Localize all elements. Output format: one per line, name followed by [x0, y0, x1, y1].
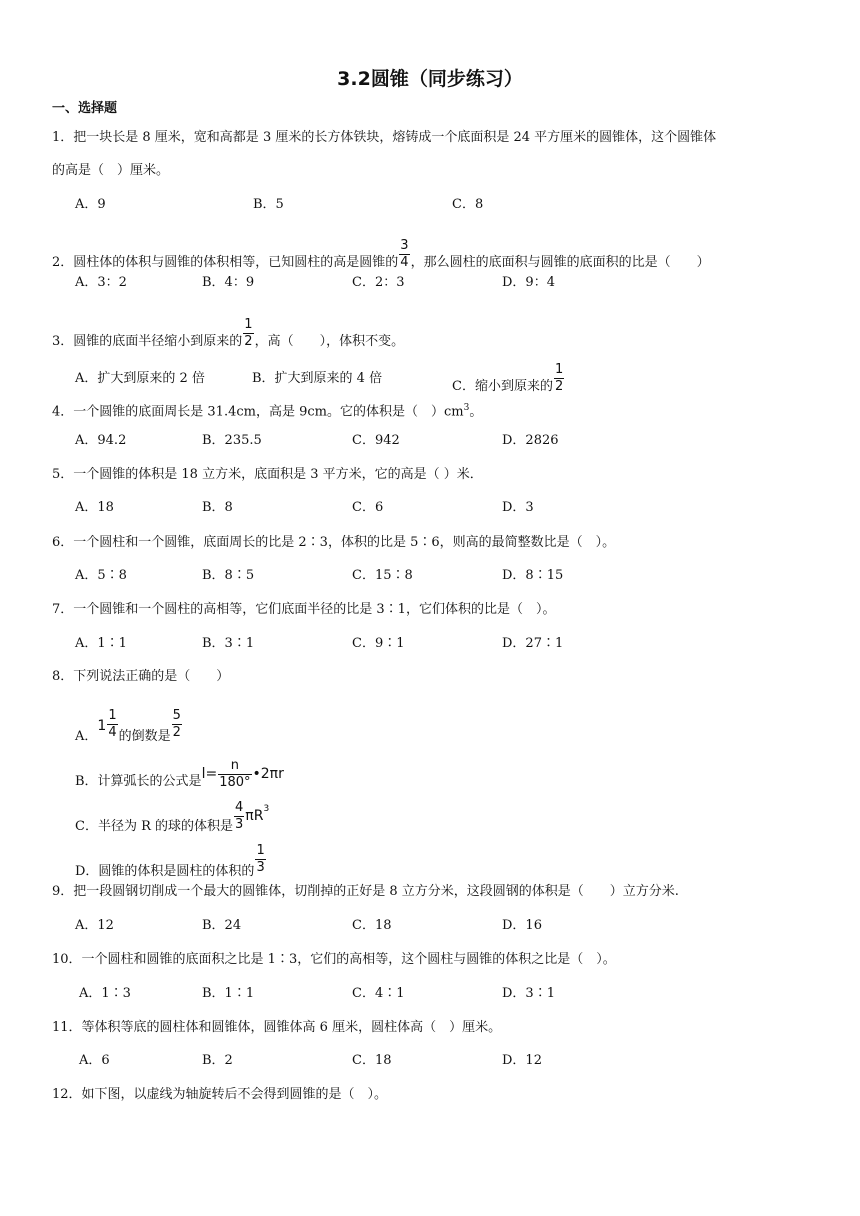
question-2-text — [52, 238, 710, 278]
question-9-option-a[interactable]: A．12 — [75, 918, 114, 933]
question-6-option-a[interactable]: A．5∶8 — [75, 568, 127, 583]
arc-formula-fraction — [218, 759, 251, 790]
question-8-option-c-label: C．半径为 R 的球的体积是 — [75, 819, 233, 834]
fraction-denominator: 2 — [554, 379, 564, 394]
fraction-denominator: 4 — [108, 725, 117, 740]
question-11-option-b[interactable]: B．2 — [202, 1053, 233, 1068]
fraction-denominator: 2 — [172, 725, 181, 740]
fraction-denominator: 4 — [400, 255, 409, 270]
question-4-text-end: 。 — [469, 404, 483, 420]
question-3-option-c-text: C．缩小到原来的 — [452, 379, 553, 394]
question-2-option-c[interactable]: C．2：3 — [352, 275, 405, 290]
fraction-denominator: 3 — [235, 817, 244, 832]
question-5-option-b[interactable]: B．8 — [202, 500, 233, 515]
question-2-option-a[interactable]: A．3：2 — [75, 275, 127, 290]
question-4-option-b[interactable]: B．235.5 — [202, 433, 262, 448]
question-1-option-a[interactable]: A．9 — [75, 197, 106, 212]
fraction-numerator: 1 — [256, 843, 265, 858]
question-2-option-b[interactable]: B．4：9 — [202, 275, 255, 290]
question-5-option-a[interactable]: A．18 — [75, 500, 114, 515]
question-4-option-d[interactable]: D．2826 — [502, 433, 559, 448]
reciprocal-fraction — [172, 709, 182, 740]
question-3-text-post: ，高（ ），体积不变。 — [254, 334, 405, 349]
mixed-number-fraction — [107, 709, 117, 740]
question-8-option-b-label: B．计算弧长的公式是 — [75, 774, 202, 789]
question-9-option-d[interactable]: D．16 — [502, 918, 542, 933]
question-3-option-b[interactable]: B．扩大到原来的 4 倍 — [252, 371, 383, 386]
question-1-option-b[interactable]: B．5 — [253, 197, 284, 212]
question-2-text-pre: 2．圆柱体的体积与圆锥的体积相等，已知圆柱的高是圆锥的 — [52, 255, 399, 270]
question-4-option-c[interactable]: C．942 — [352, 433, 400, 448]
question-11-option-d[interactable]: D．12 — [502, 1053, 542, 1068]
question-8-option-c[interactable] — [75, 800, 270, 842]
question-3-text — [52, 317, 405, 357]
question-4-text-main: 4．一个圆锥的底面周长是 31.4cm，高是 9cm。它的体积是（ ）cm — [52, 404, 464, 420]
fraction-denominator: 180° — [219, 775, 251, 790]
question-3-fraction — [243, 318, 253, 349]
section-heading: 一、选择题 — [52, 101, 118, 116]
question-9-text: 9．把一段圆钢切削成一个最大的圆锥体，切削掉的正好是 8 立方分米，这段圆钢的体积是（ ）立方分米. — [52, 884, 679, 899]
question-9-option-b[interactable]: B．24 — [202, 918, 242, 933]
question-4-text — [52, 400, 482, 420]
question-3-option-a[interactable]: A．扩大到原来的 2 倍 — [75, 371, 205, 386]
question-7-option-c[interactable]: C．9∶1 — [352, 636, 405, 651]
fraction-numerator: n — [230, 758, 239, 773]
fraction-denominator: 2 — [244, 334, 253, 349]
fraction-numerator: 3 — [400, 238, 409, 253]
page-title: 3.2圆锥（同步练习） — [337, 68, 523, 90]
question-12-text: 12．如下图，以虚线为轴旋转后不会得到圆锥的是（ ）。 — [52, 1087, 388, 1102]
fraction-numerator: 5 — [172, 708, 181, 723]
question-10-option-b[interactable]: B．1∶1 — [202, 986, 255, 1001]
question-8-option-a-label: A． — [75, 729, 98, 744]
question-7-option-d[interactable]: D．27∶1 — [502, 636, 564, 651]
sphere-volume-rhs: πR — [245, 808, 264, 824]
question-5-option-d[interactable]: D．3 — [502, 500, 534, 515]
fraction-denominator: 3 — [256, 860, 265, 875]
question-5-text: 5．一个圆锥的体积是 18 立方米，底面积是 3 平方米，它的高是（ ）米． — [52, 467, 483, 482]
question-2-option-d[interactable]: D．9：4 — [502, 275, 555, 290]
question-11-text: 11．等体积等底的圆柱体和圆锥体，圆锥体高 6 厘米，圆柱体高（ ）厘米。 — [52, 1020, 502, 1035]
sphere-volume-fraction — [234, 801, 244, 832]
question-7-option-a[interactable]: A．1∶1 — [75, 636, 127, 651]
sphere-volume-exponent: 3 — [263, 803, 270, 814]
question-10-option-c[interactable]: C．4∶1 — [352, 986, 405, 1001]
question-8-option-a-mid: 的倒数是 — [118, 729, 171, 744]
question-7-option-b[interactable]: B．3∶1 — [202, 636, 255, 651]
question-8-option-d-label: D．圆锥的体积是圆柱的体积的 — [75, 864, 255, 879]
fraction-numerator: 1 — [554, 362, 564, 377]
question-2-text-post: ，那么圆柱的底面积与圆锥的底面积的比是（ ） — [410, 255, 710, 270]
question-8-option-d[interactable] — [75, 843, 267, 887]
question-11-option-a[interactable]: A．6 — [79, 1053, 110, 1068]
question-11-option-c[interactable]: C．18 — [352, 1053, 392, 1068]
question-3-text-pre: 3．圆锥的底面半径缩小到原来的 — [52, 334, 243, 349]
question-10-option-d[interactable]: D．3∶1 — [502, 986, 555, 1001]
question-1-text-line1: 1．把一块长是 8 厘米，宽和高都是 3 厘米的长方体铁块，熔铸成一个底面积是 24 平方厘米的圆锥体，这个圆锥体 — [52, 130, 717, 145]
question-6-option-b[interactable]: B．8∶5 — [202, 568, 255, 583]
question-3-option-c[interactable] — [452, 362, 565, 402]
question-8-text: 8．下列说法正确的是（ ） — [52, 669, 230, 684]
mixed-number-whole: 1 — [97, 718, 107, 734]
question-1-option-c[interactable]: C．8 — [452, 197, 484, 212]
question-10-option-a[interactable]: A．1∶3 — [79, 986, 131, 1001]
question-5-option-c[interactable]: C．6 — [352, 500, 384, 515]
question-2-fraction — [399, 239, 409, 270]
fraction-numerator: 4 — [235, 800, 244, 815]
question-8-option-a[interactable] — [75, 708, 183, 752]
fraction-numerator: 1 — [244, 317, 253, 332]
question-6-option-c[interactable]: C．15∶8 — [352, 568, 413, 583]
question-1-text-line2: 的高是（ ）厘米。 — [52, 163, 170, 178]
question-6-text: 6．一个圆柱和一个圆锥，底面周长的比是 2∶3，体积的比是 5∶6，则高的最简整数比是（ ）。 — [52, 535, 616, 550]
question-9-option-c[interactable]: C．18 — [352, 918, 392, 933]
question-4-option-a[interactable]: A．94.2 — [75, 433, 127, 448]
question-10-text: 10．一个圆柱和圆锥的底面积之比是 1∶3，它们的高相等，这个圆柱与圆锥的体积之比是（ ）。 — [52, 952, 616, 967]
fraction-numerator: 1 — [108, 708, 117, 723]
arc-formula-lhs: l= — [201, 766, 218, 782]
cone-volume-fraction — [255, 844, 265, 875]
question-6-option-d[interactable]: D．8∶15 — [502, 568, 564, 583]
question-3-option-c-fraction — [554, 363, 564, 394]
arc-formula-rhs: •2πr — [252, 766, 284, 782]
question-4-superscript: 3 — [463, 403, 470, 413]
question-7-text: 7．一个圆锥和一个圆柱的高相等，它们底面半径的比是 3∶1，它们体积的比是（ ）。 — [52, 602, 556, 617]
question-8-option-b[interactable] — [75, 758, 284, 797]
